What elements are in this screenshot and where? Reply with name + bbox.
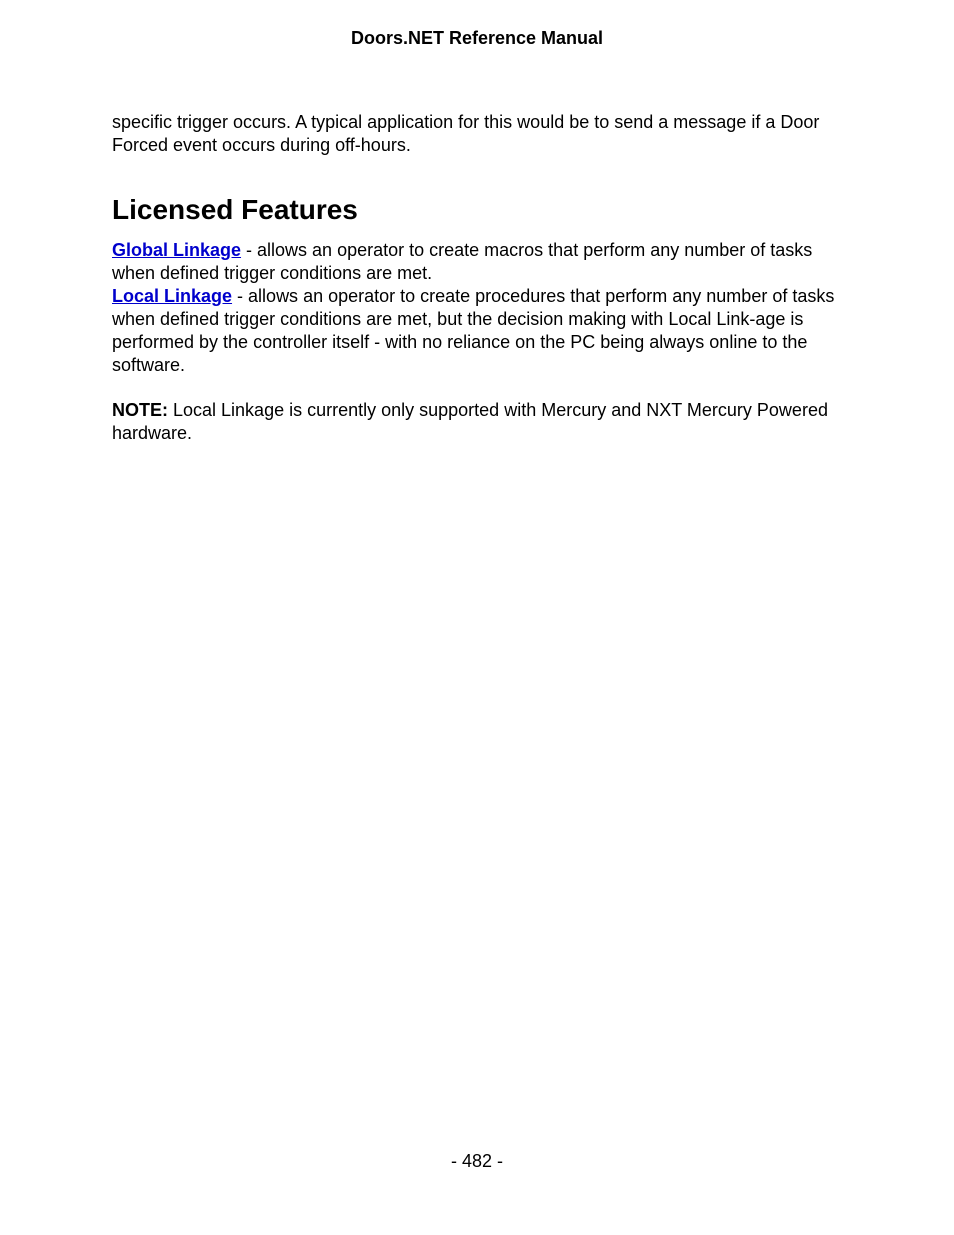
section-title: Licensed Features bbox=[112, 194, 358, 225]
global-linkage-description: - allows an operator to create macros that perform any number of tasks when defined trigger conditions are met. bbox=[112, 240, 813, 283]
feature-global-linkage bbox=[112, 239, 842, 285]
intro-paragraph: specific trigger occurs. A typical application for this would be to send a message if a Door Forced event occurs during off-hours. bbox=[112, 112, 820, 155]
note-text: Local Linkage is currently only supported with Mercury and NXT Mercury Powered hardware. bbox=[112, 400, 828, 443]
running-header: Doors.NET Reference Manual bbox=[350, 28, 604, 48]
note-paragraph bbox=[112, 399, 842, 445]
local-linkage-link[interactable]: Local Linkage bbox=[112, 286, 233, 306]
note-label: NOTE: bbox=[112, 400, 168, 420]
global-linkage-link[interactable]: Global Linkage bbox=[112, 240, 242, 260]
page-number: - 482 - bbox=[450, 1151, 504, 1171]
feature-local-linkage bbox=[112, 285, 842, 377]
page-content bbox=[112, 111, 842, 445]
local-linkage-description: - allows an operator to create procedures that perform any number of tasks when defined trigger conditions are met, but the decision making with Local Link-age is performed by the controller itself - with no reliance on the PC being always online to the software. bbox=[112, 286, 835, 375]
